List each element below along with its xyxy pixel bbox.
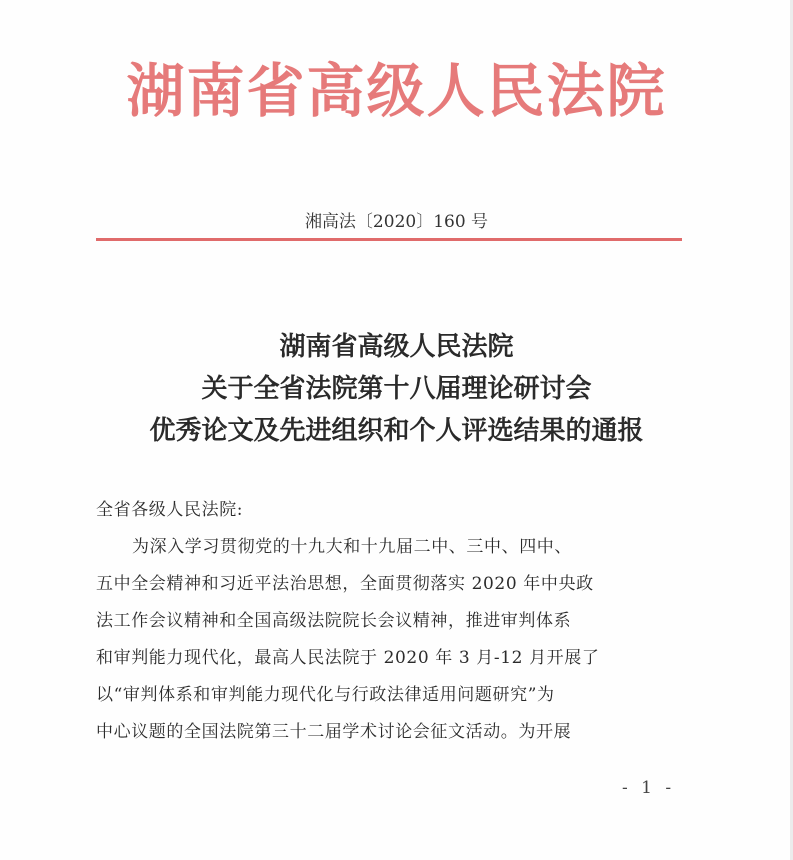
letterhead: 湖南省高级人民法院	[126, 57, 667, 125]
body-line: 和审判能力现代化，最高人民法院于 2020 年 3 月-12 月开展了	[96, 648, 600, 668]
body-line: 五中全会精神和习近平法治思想，全面贯彻落实 2020 年中央政	[96, 574, 594, 594]
page-number: - 1 -	[622, 778, 676, 798]
red-divider	[96, 238, 682, 241]
title-line: 湖南省高级人民法院	[279, 332, 514, 362]
document-title	[0, 326, 793, 452]
document-body	[96, 495, 682, 754]
salutation: 全省各级人民法院:	[96, 500, 244, 520]
document-number: 湘高法〔2020〕160 号	[304, 212, 489, 232]
title-line: 优秀论文及先进组织和个人评选结果的通报	[149, 416, 644, 446]
body-line: 中心议题的全国法院第三十二届学术讨论会征文活动。为开展	[96, 722, 572, 742]
body-line: 以“审判体系和审判能力现代化与行政法律适用问题研究”为	[96, 685, 555, 705]
body-line: 为深入学习贯彻党的十九大和十九届二中、三中、四中、	[132, 537, 572, 557]
body-line: 法工作会议精神和全国高级法院院长会议精神，推进审判体系	[96, 611, 572, 631]
title-line: 关于全省法院第十八届理论研讨会	[201, 374, 592, 404]
